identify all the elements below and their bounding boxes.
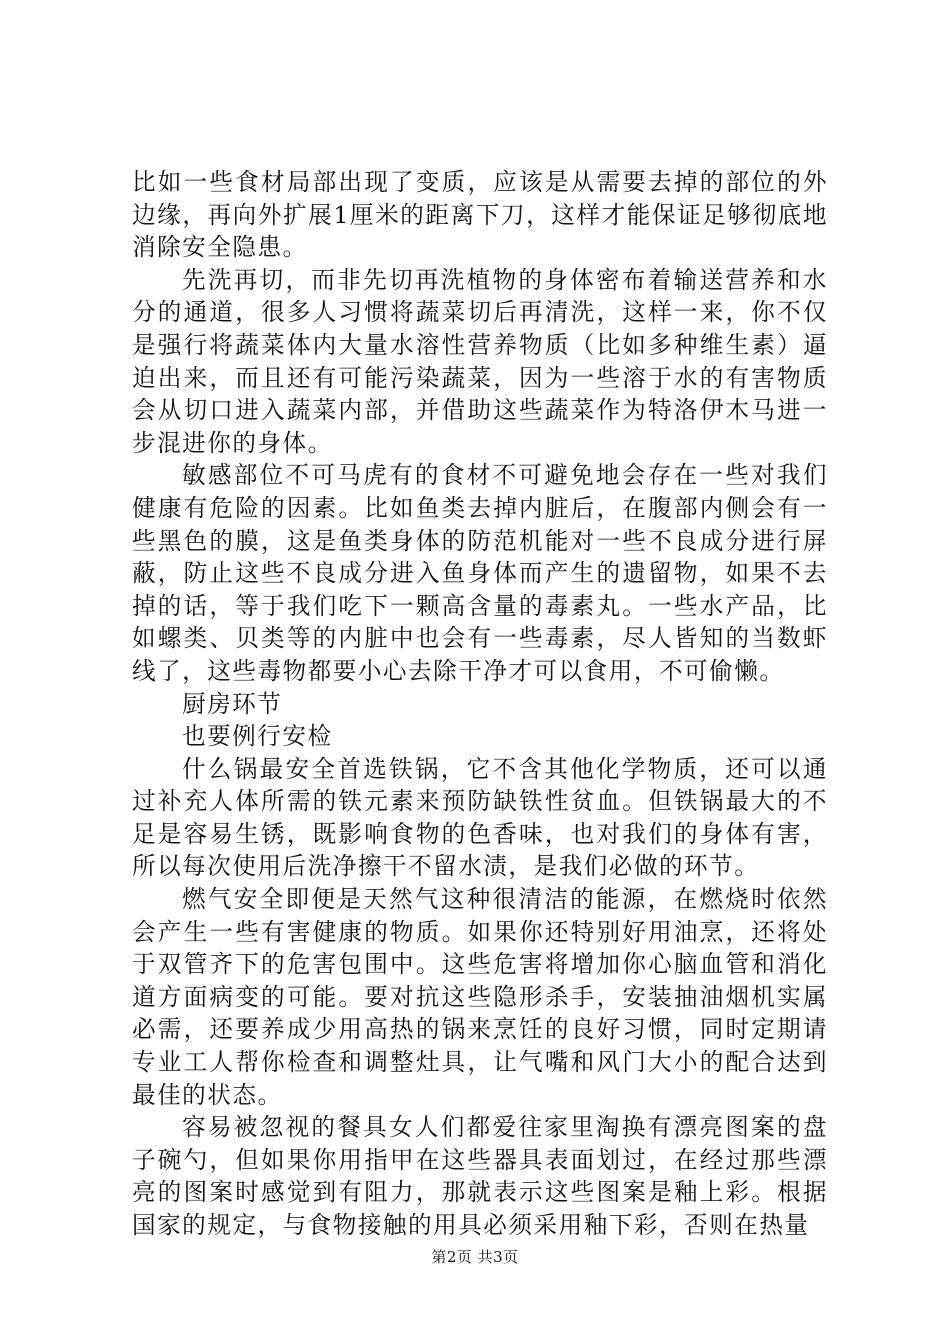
paragraph: 敏感部位不可马虎有的食材不可避免地会存在一些对我们健康有危险的因素。比如鱼类去掉内脏后，在腹部内侧会有一些黑色的膜，这是鱼类身体的防范机能对一些不良成分进行屏蔽，防止这些不良成分进入鱼身体而产生的遗留物，如果不去掉的话，等于我们吃下一颗高含量的毒素丸。一些水产品，比如螺类、贝类等的内脏中也会有一些毒素，尽人皆知的当数虾线了，这些毒物都要小心去除干净才可以食用，不可偷懒。 bbox=[132, 461, 828, 685]
paragraph: 容易被忽视的餐具女人们都爱往家里淘换有漂亮图案的盘子碗勺，但如果你用指甲在这些器具表面划过，在经过那些漂亮的图案时感觉到有阻力，那就表示这些图案是釉上彩。根据国家的规定，与食物接触的用具必须采用釉下彩，否则在热量 bbox=[132, 1113, 828, 1239]
paragraph: 燃气安全即便是天然气这种很清洁的能源，在燃烧时依然会产生一些有害健康的物质。如果你还特别好用油烹，还将处于双管齐下的危害包围中。这些危害将增加你心脑血管和消化道方面病变的可能。要对抗这些隐形杀手，安装抽油烟机实属必需，还要养成少用高热的锅来烹饪的良好习惯，同时定期请专业工人帮你检查和调整灶具，让气嘴和风门大小的配合达到最佳的状态。 bbox=[132, 885, 828, 1109]
section-heading: 厨房环节 bbox=[182, 689, 283, 718]
section-subheading: 也要例行安检 bbox=[182, 722, 333, 751]
paragraph: 先洗再切，而非先切再洗植物的身体密布着输送营养和水分的通道，很多人习惯将蔬菜切后再清洗，这样一来，你不仅是强行将蔬菜体内大量水溶性营养物质（比如多种维生素）逼迫出来，而且还有可能污染蔬菜，因为一些溶于水的有害物质会从切口进入蔬菜内部，并借助这些蔬菜作为特洛伊木马进一步混进你的身体。 bbox=[132, 265, 828, 457]
paragraph: 比如一些食材局部出现了变质，应该是从需要去掉的部位的外边缘，再向外扩展1厘米的距离下刀，这样才能保证足够彻底地消除安全隐患。 bbox=[132, 168, 828, 262]
paragraph: 什么锅最安全首选铁锅，它不含其他化学物质，还可以通过补充人体所需的铁元素来预防缺铁性贫血。但铁锅最大的不足是容易生锈，既影响食物的色香味，也对我们的身体有害，所以每次使用后洗净擦干不留水渍，是我们必做的环节。 bbox=[132, 754, 828, 881]
page-footer: 第2页 共3页 bbox=[431, 1248, 519, 1266]
document-body bbox=[132, 166, 828, 1242]
